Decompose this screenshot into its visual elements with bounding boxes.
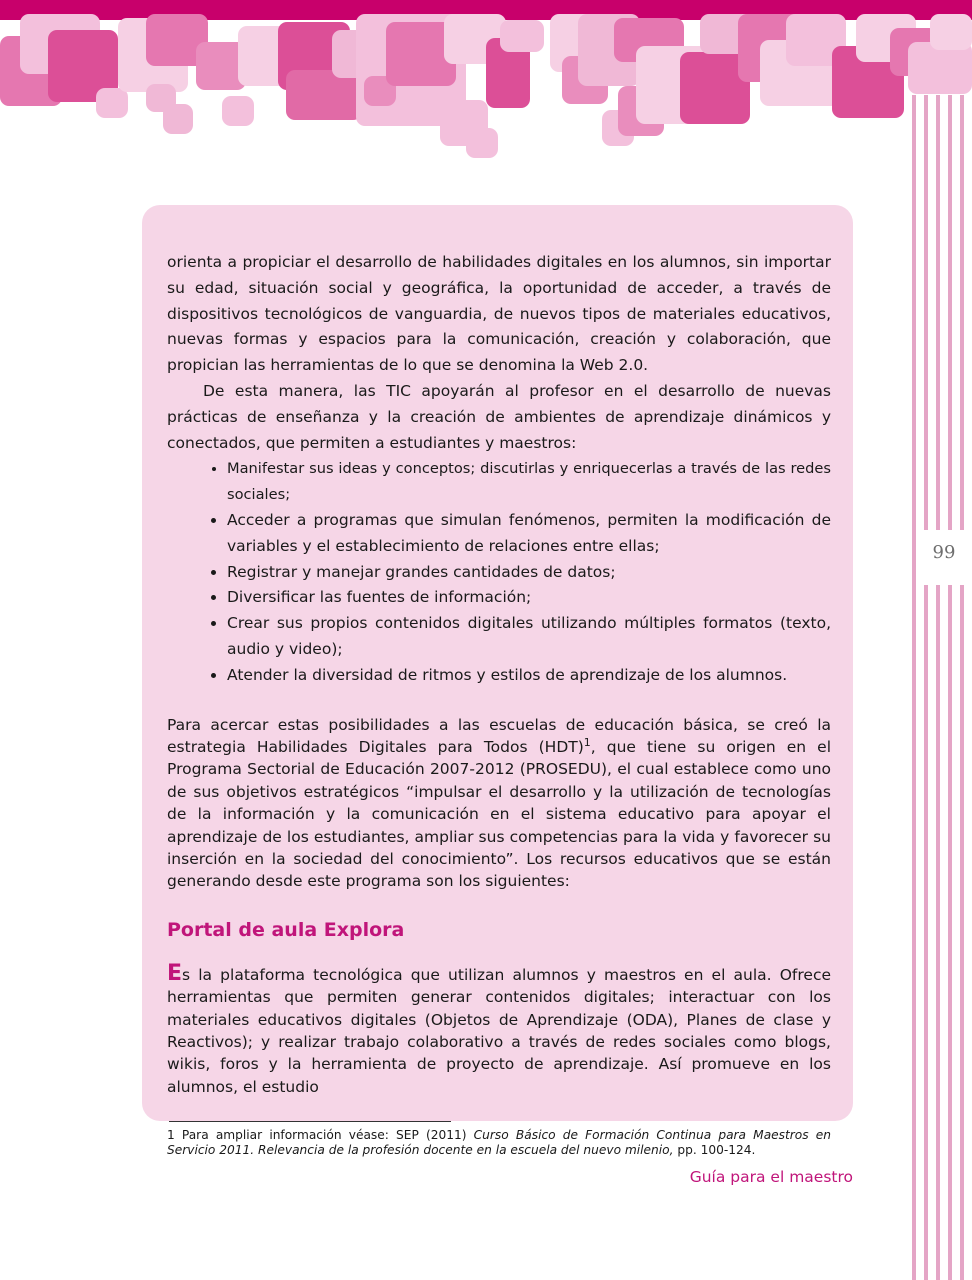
footer-title: Guía para el maestro [689,1168,853,1186]
drop-cap: E [167,960,183,986]
paragraph [167,714,831,893]
list-item: • Manifestar sus ideas y conceptos; discutirlas y enriquecerlas a través de las redes sociales; [227,456,831,508]
page-number: 99 [916,530,972,585]
footnote-divider [169,1121,451,1122]
paragraph-text: Para acercar estas posibilidades a las escuelas de educación básica, se creó la estrategia Habilidades Digitales para Todos (HDT) [167,715,831,756]
section-heading: Portal de aula Explora [167,918,405,941]
footnote-text: 1 Para ampliar información véase: SEP (2011) [167,1128,474,1143]
paragraph [167,960,831,1098]
list-item: • Registrar y manejar grandes cantidades de datos; [227,560,831,586]
paragraph-text: , que tiene su origen en el Programa Sectorial de Educación 2007-2012 (PROSEDU), el cual establece como uno de sus objetivos estratégicos “impulsar el desarrollo y la utilización de tecnologías de la información y la comunicación en el sistema educativo para apoyar el aprendizaje de los estudiantes, ampliar sus competencias para la vida y favorecer su inserción en la sociedad del conocimiento”. Los recursos educativos que se están generando desde este programa son los siguientes: [167,737,832,891]
main-content [167,250,831,1158]
list-item: • Atender la diversidad de ritmos y estilos de aprendizaje de los alumnos. [227,663,831,689]
decorative-squares-banner [0,0,972,170]
bullet-list [167,456,831,688]
footnote [167,1128,831,1158]
list-item: • Crear sus propios contenidos digitales utilizando múltiples formatos (texto, audio y video); [227,611,831,663]
paragraph-text: s la plataforma tecnológica que utilizan alumnos y maestros en el aula. Ofrece herramientas que permiten generar contenidos digitales; interactuar con los materiales educativos digitales (Objetos de Aprendizaje (ODA), Planes de clase y Reactivos); y realizar trabajo colaborativo a través de redes sociales como blogs, wikis, foros y la herramienta de proyecto de aprendizaje. Así promueve en los alumnos, el estudio [167,965,831,1096]
footnote-reference: 1 [583,735,591,749]
decorative-stripes [912,95,972,1280]
footnote-text: pp. 100-124. [673,1143,756,1158]
list-item: • Diversificar las fuentes de información; [227,585,831,611]
list-item: • Acceder a programas que simulan fenómenos, permiten la modificación de variables y el establecimiento de relaciones entre ellas; [227,508,831,560]
paragraph: De esta manera, las TIC apoyarán al profesor en el desarrollo de nuevas prácticas de enseñanza y la creación de ambientes de aprendizaje dinámicos y conectados, que permiten a estudiantes y maestros: [167,381,831,452]
footnote-citation: Curso Básico de Formación Continua para Maestros en Servicio 2011. Relevancia de la profesión docente en la escuela del nuevo milenio, [167,1128,831,1158]
paragraph: orienta a propiciar el desarrollo de habilidades digitales en los alumnos, sin importar su edad, situación social y geográfica, la oportunidad de acceder, a través de dispositivos tecnológicos de vanguardia, de nuevos tipos de materiales educativos, nuevas formas y espacios para la comunicación, creación y colaboración, que propician las herramientas de lo que se denomina la Web 2.0. [167,253,831,375]
